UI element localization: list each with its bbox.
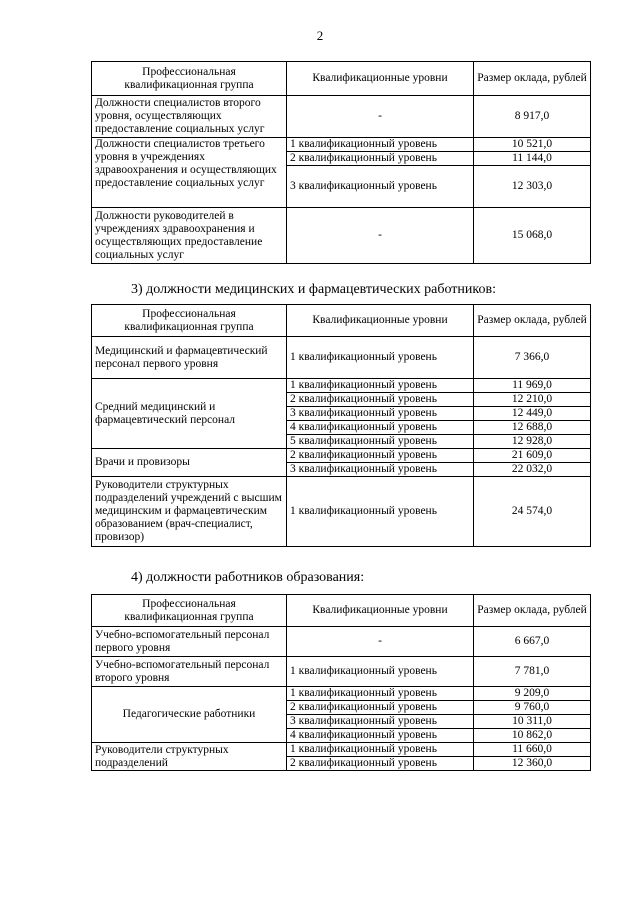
salary-cell: 11 660,0 — [474, 743, 591, 757]
section-4-title: 4) должности работников образования: — [131, 570, 365, 585]
group-cell: Должности специалистов третьего уровня в учреждениях здравоохранения и осуществляющих предоставление социальных услуг — [92, 138, 287, 208]
level-cell: 3 квалификационный уровень — [287, 407, 474, 421]
table-row — [92, 657, 591, 687]
level-cell: 3 квалификационный уровень — [287, 463, 474, 477]
level-cell: 2 квалификационный уровень — [287, 449, 474, 463]
salary-cell: 9 209,0 — [474, 687, 591, 701]
salary-table-1 — [91, 61, 591, 264]
salary-cell: 12 210,0 — [474, 393, 591, 407]
level-cell: 1 квалификационный уровень — [287, 337, 474, 379]
table-row — [92, 379, 591, 393]
header-group: Профессиональная квалификационная группа — [92, 305, 287, 337]
header-levels: Квалификационные уровни — [287, 305, 474, 337]
salary-cell: 10 311,0 — [474, 715, 591, 729]
group-cell: Врачи и провизоры — [92, 449, 287, 477]
header-group: Профессиональная квалификационная группа — [92, 62, 287, 96]
level-cell: 2 квалификационный уровень — [287, 152, 474, 166]
salary-cell: 6 667,0 — [474, 627, 591, 657]
salary-cell: 15 068,0 — [474, 208, 591, 264]
salary-cell: 12 688,0 — [474, 421, 591, 435]
level-cell: 4 квалификационный уровень — [287, 421, 474, 435]
table-header-row — [92, 305, 591, 337]
table-header-row — [92, 595, 591, 627]
table-row — [92, 687, 591, 701]
level-cell: 2 квалификационный уровень — [287, 701, 474, 715]
salary-cell: 7 781,0 — [474, 657, 591, 687]
table-row — [92, 96, 591, 138]
level-cell: 3 квалификационный уровень — [287, 166, 474, 208]
group-cell: Учебно-вспомогательный персонал второго уровня — [92, 657, 287, 687]
level-cell: 5 квалификационный уровень — [287, 435, 474, 449]
salary-cell: 21 609,0 — [474, 449, 591, 463]
header-levels: Квалификационные уровни — [287, 595, 474, 627]
table-row — [92, 138, 591, 152]
header-group: Профессиональная квалификационная группа — [92, 595, 287, 627]
level-cell: 1 квалификационный уровень — [287, 477, 474, 547]
header-salary: Размер оклада, рублей — [474, 62, 591, 96]
level-cell: 1 квалификационный уровень — [287, 743, 474, 757]
table-header-row — [92, 62, 591, 96]
group-cell: Руководители структурных подразделений — [92, 743, 287, 771]
level-cell: 2 квалификационный уровень — [287, 757, 474, 771]
level-cell: 1 квалификационный уровень — [287, 138, 474, 152]
table-row — [92, 743, 591, 757]
level-cell: - — [287, 627, 474, 657]
header-salary: Размер оклада, рублей — [474, 305, 591, 337]
level-cell: - — [287, 208, 474, 264]
salary-cell: 11 969,0 — [474, 379, 591, 393]
salary-cell: 7 366,0 — [474, 337, 591, 379]
group-cell: Медицинский и фармацевтический персонал первого уровня — [92, 337, 287, 379]
salary-cell: 8 917,0 — [474, 96, 591, 138]
level-cell: 1 квалификационный уровень — [287, 379, 474, 393]
table-row — [92, 449, 591, 463]
header-levels: Квалификационные уровни — [287, 62, 474, 96]
salary-table-3 — [91, 594, 591, 771]
salary-cell: 10 862,0 — [474, 729, 591, 743]
salary-cell: 12 928,0 — [474, 435, 591, 449]
group-cell: Должности руководителей в учреждениях здравоохранения и осуществляющих предоставление социальных услуг — [92, 208, 287, 264]
level-cell: 2 квалификационный уровень — [287, 393, 474, 407]
level-cell: 4 квалификационный уровень — [287, 729, 474, 743]
group-cell: Руководители структурных подразделений учреждений с высшим медицинским и фармацевтическим образованием (врач-специалист, провизор) — [92, 477, 287, 547]
group-cell: Учебно-вспомогательный персонал первого уровня — [92, 627, 287, 657]
table-row — [92, 208, 591, 264]
group-cell: Должности специалистов второго уровня, осуществляющих предоставление социальных услуг — [92, 96, 287, 138]
salary-table-2 — [91, 304, 591, 547]
level-cell: 1 квалификационный уровень — [287, 657, 474, 687]
header-salary: Размер оклада, рублей — [474, 595, 591, 627]
salary-cell: 12 449,0 — [474, 407, 591, 421]
salary-cell: 12 360,0 — [474, 757, 591, 771]
level-cell: 3 квалификационный уровень — [287, 715, 474, 729]
salary-cell: 24 574,0 — [474, 477, 591, 547]
table-row — [92, 627, 591, 657]
salary-cell: 9 760,0 — [474, 701, 591, 715]
salary-cell: 12 303,0 — [474, 166, 591, 208]
group-cell: Педагогические работники — [92, 687, 287, 743]
table-row — [92, 337, 591, 379]
salary-cell: 11 144,0 — [474, 152, 591, 166]
salary-cell: 22 032,0 — [474, 463, 591, 477]
level-cell: 1 квалификационный уровень — [287, 687, 474, 701]
group-cell: Средний медицинский и фармацевтический персонал — [92, 379, 287, 449]
page-number: 2 — [316, 28, 324, 43]
salary-cell: 10 521,0 — [474, 138, 591, 152]
section-3-title: 3) должности медицинских и фармацевтических работников: — [131, 282, 496, 297]
table-row — [92, 477, 591, 547]
level-cell: - — [287, 96, 474, 138]
